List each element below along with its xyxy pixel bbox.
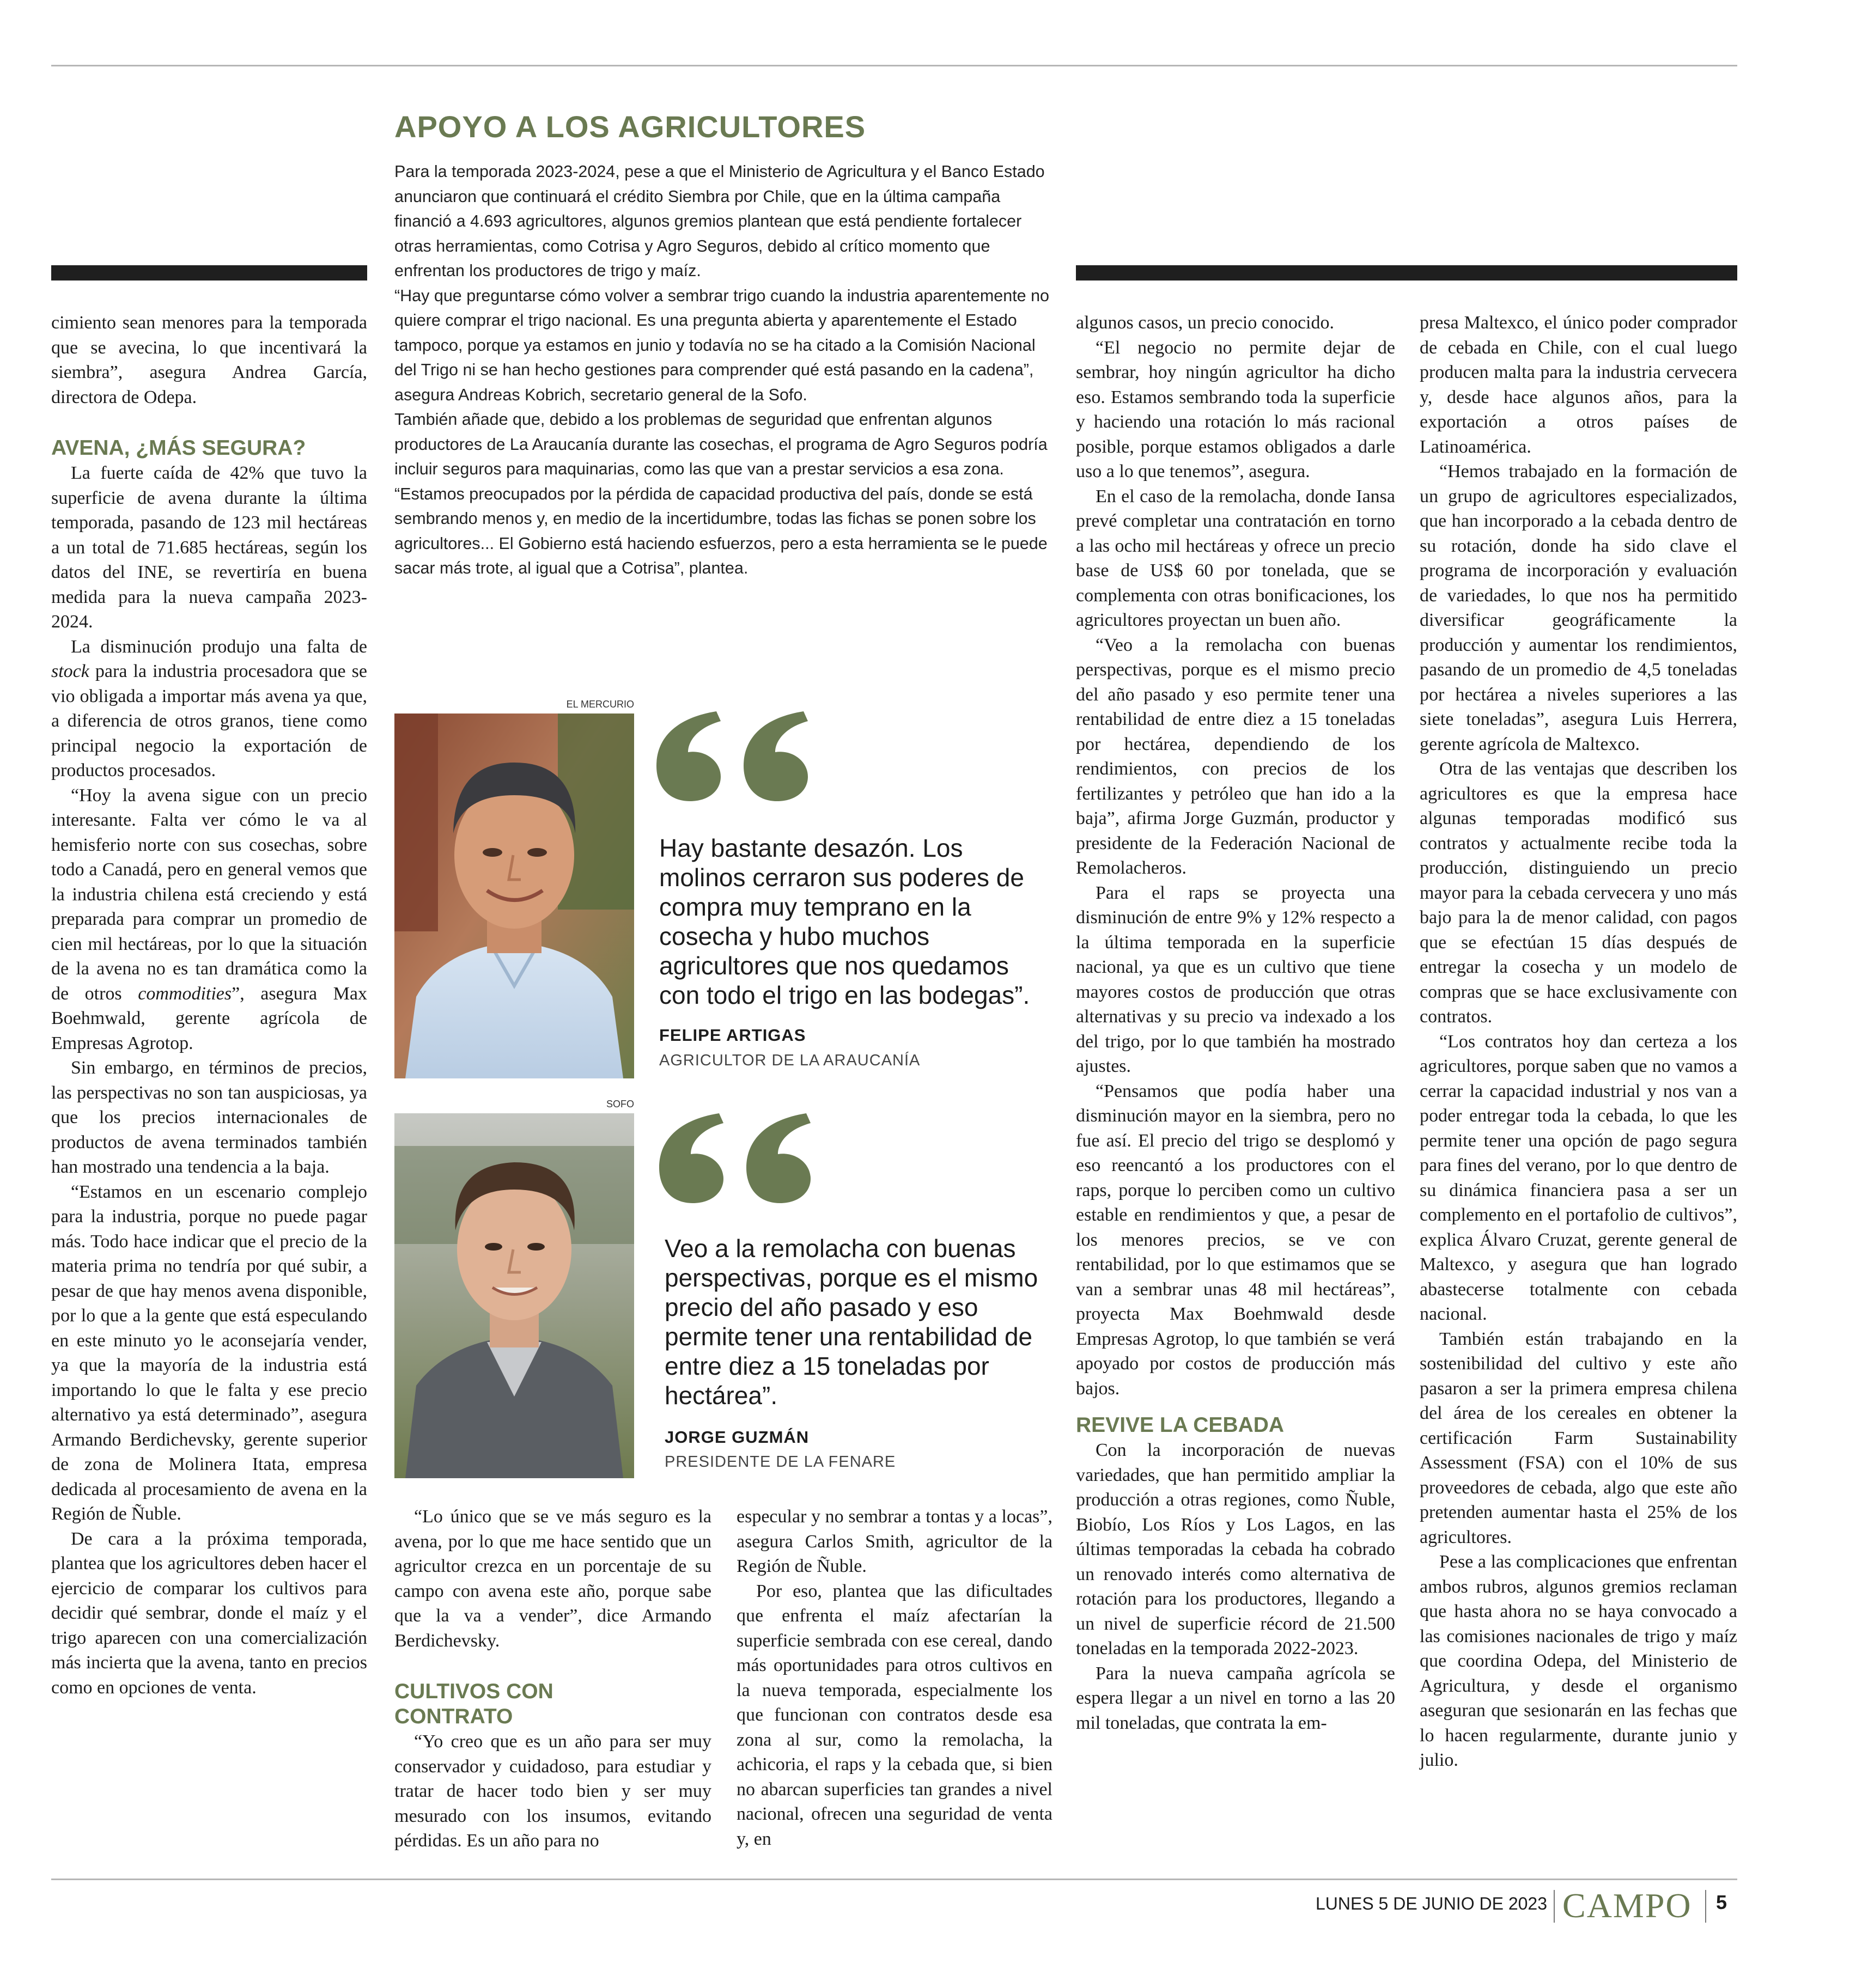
body-paragraph: presa Maltexco, el único poder comprador de cebada en Chile, con el cual luego producen malta para la industria cervecera y, desde hace algunos años, para la exportación a otros países de Latinoamérica. (1420, 313, 1737, 457)
article-column-3 (737, 1504, 1052, 1851)
footer-divider (1554, 1890, 1555, 1923)
body-paragraph: Pese a las complicaciones que enfrentan ambos rubros, algunos gremios reclaman que hasta ahora no se haya convocado a las comisiones nacionales de trigo y maíz que coordina Odepa, del Ministerio de Agricultura, y desde el organismo aseguran que sesionarán en las fechas que lo hacen regularmente, durante junio y julio. (1420, 1552, 1737, 1770)
body-paragraph: cimiento sean menores para la temporada que se avecina, lo que incentivará la siembra”, asegura Andrea García, directora de Odepa. (51, 313, 367, 407)
box-paragraph: Para la temporada 2023-2024, pese a que el Ministerio de Agricultura y el Banco Estado anunciaron que continuará el crédito Siembra por Chile, que en la última campaña financió a 4.693 agricultores, algunos gremios plantean que está pendiente fortalecer otras herramientas, como Cotrisa y Agro Seguros, debido al crítico momento que enfrentan los productores de trigo y maíz. (394, 162, 1045, 280)
body-paragraph: Para el raps se proyecta una disminución de entre 9% y 12% respecto a la última temporada en la superficie nacional, ya que es un cultivo que tiene mayores costos de producción que otras alternativas y su precio va indexado a los del trigo, por lo que también ha mostrado ajustes. (1076, 882, 1395, 1076)
text-run: La disminución produjo una falta de (71, 636, 367, 657)
body-paragraph: La fuerte caída de 42% que tuvo la superficie de avena durante la última temporada, pasando de 123 mil hectáreas a un total de 71.685 hectáreas, según los datos del INE, se revertiría en buena medida para la nueva campaña 2023-2024. (51, 463, 367, 632)
subheading-avena: AVENA, ¿MÁS SEGURA? (51, 436, 306, 460)
body-paragraph: “Lo único que se ve más seguro es la avena, por lo que me hace sentido que un agricultor crezca en un porcentaje de su campo con avena este año, porque sabe que la va a vender”, dice Armando Berdichevsky. (394, 1507, 711, 1651)
subheading-cultivos: CULTIVOS CON CONTRATO (394, 1680, 553, 1728)
box-paragraph: “Estamos preocupados por la pérdida de capacidad productiva del país, donde se está sembrando menos y, en medio de la incertidumbre, todas las fichas se ponen sobre los agricultores... El Gobierno está haciendo esfuerzos, pero a esta herramienta se le puede sacar más trote, al igual que a Cotrisa”, plantea. (394, 484, 1048, 577)
box-paragraph: “Hay que preguntarse cómo volver a sembrar trigo cuando la industria aparentemente no quiere comprar el trigo nacional. Es una pregunta abierta y aparentemente el Estado tampoco, porque ya estamos en junio y todavía no se ha citado a la Comisión Nacional del Trigo ni se han hecho gestiones para comprender qué está pasando en la cadena”, asegura Andreas Kobrich, secretario general de la Sofo. (394, 286, 1050, 404)
section-bar-left (51, 265, 367, 280)
photo-credit: EL MERCURIO (566, 699, 634, 710)
article-column-1 (51, 310, 367, 1700)
top-rule (51, 65, 1737, 66)
box-paragraph: También añade que, debido a los problemas de seguridad que enfrentan algunos productores de La Araucanía durante las cosechas, el programa de Agro Seguros podría incluir seguros para maquinarias, como las que van a prestar servicios a esa zona. (394, 410, 1048, 478)
pull-quote-name: JORGE GUZMÁN (665, 1428, 810, 1447)
page-number: 5 (1716, 1891, 1727, 1913)
bottom-rule (51, 1879, 1737, 1880)
body-paragraph: Con la incorporación de nuevas variedades, que han permitido ampliar la producción a otras regiones, como Ñuble, Biobío, Los Ríos y Los Lagos, en las últimas temporadas la cebada ha cobrado un renovado interés como alternativa de rotación para los productores, llegando a un nivel de superficie récord de 21.500 toneladas en la temporada 2022-2023. (1076, 1440, 1395, 1658)
quote-mark-icon (656, 711, 820, 804)
body-paragraph: Sin embargo, en términos de precios, las perspectivas no son tan auspiciosas, ya que los precios internacionales de productos de avena terminados también han mostrado una tendencia a la baja. (51, 1058, 367, 1177)
body-paragraph: De cara a la próxima temporada, plantea que los agricultores deben hacer el ejercicio de comparar los cultivos para decidir qué sembrar, donde el maíz y el trigo aparecen con una comercialización más incierta que la avena, tanto en precios como en opciones de venta. (51, 1528, 367, 1698)
article-column-4 (1076, 310, 1395, 1735)
italic-text-run: stock (51, 661, 89, 681)
body-paragraph: En el caso de la remolacha, donde Iansa prevé completar una contratación en torno a las ocho mil hectáreas y ofrece un precio base de US$ 60 por tonelada, que se complementa con otras bonificaciones, los agricultores proyectan un buen año. (1076, 486, 1395, 630)
pull-quote-role: AGRICULTOR DE LA ARAUCANÍA (659, 1052, 921, 1069)
text-run: para la industria procesadora que se vio obligada a importar más avena ya que, a diferencia de otros granos, tiene como principal negocio la exportación de productos procesados. (51, 661, 367, 780)
body-paragraph: “Estamos en un escenario complejo para la industria, porque no puede pagar más. Todo hace indicar que el precio de la materia prima no tendría por qué subir, a pesar de que hay menos avena disponible, por lo que a la gente que está especulando en este minuto yo le aconsejaría vender, ya que la mayoría de la industria está importando lo que le falta y ese precio alternativo ya está determinado”, asegura Armando Berdichevsky, gerente superior de zona de Molinera Itata, empresa dedicada al procesamiento de avena en la Región de Ñuble. (51, 1181, 367, 1524)
article-column-5 (1420, 310, 1737, 1773)
body-paragraph (51, 635, 367, 783)
pull-quote-name: FELIPE ARTIGAS (659, 1026, 806, 1045)
article-column-2 (394, 1504, 711, 1853)
body-paragraph: “Los contratos hoy dan certeza a los agricultores, porque saben que no vamos a cerrar la capacidad industrial y nos van a poder entregar toda la cebada, lo que les permite tener una opción de pago segura para fines del verano, por lo que dentro de su dinámica financiera pasa a ser un complemento en el portafolio de cultivos”, explica Álvaro Cruzat, gerente general de Maltexco, y asegura que han logrado abastecerse totalmente con cebada nacional. (1420, 1031, 1737, 1324)
body-paragraph (51, 783, 367, 1056)
text-run: ”, asegura Max Boehmwald, gerente agrícola de Empresas Agrotop. (51, 983, 367, 1053)
pull-quote-role: PRESIDENTE DE LA FENARE (665, 1453, 896, 1471)
section-bar-right (1076, 265, 1737, 280)
footer-date: LUNES 5 DE JUNIO DE 2023 (1315, 1894, 1547, 1913)
text-run: “Hoy la avena sigue con un precio interesante. Falta ver cómo le va al hemisferio norte con sus cosechas, sobre todo a Canadá, pero en general vemos que la industria chilena está creciendo y está preparada para comprar un promedio de cien mil hectáreas, por lo que la situación de la avena no es tan dramática como la de otros (51, 785, 367, 1004)
italic-text-run: commodities (138, 983, 232, 1004)
portrait-felipe-artigas (394, 714, 634, 1078)
body-paragraph: “Veo a la remolacha con buenas perspectivas, porque es el mismo precio del año pasado y eso permite tener una rentabilidad de entre diez a 15 toneladas por hectárea, dependiendo de los rendimientos, con precios de los fertilizantes y petróleo que han ido a la baja”, afirma Jorge Guzmán, productor y presidente de la Federación Nacional de Remolacheros. (1076, 635, 1395, 878)
box-title: APOYO A LOS AGRICULTORES (394, 109, 866, 144)
body-paragraph: “Pensamos que podía haber una disminución mayor en la siembra, pero no fue así. El precio del trigo se desplomó y eso reencantó a los productores con el raps, porque lo perciben como un cultivo estable en rendimientos y que, a pesar de los menores precios, se ve con rentabilidad, por lo que estimamos que se van a sembrar unas 48 mil hectáreas”, proyecta Max Boehmwald desde Empresas Agrotop, lo que también se verá apoyado por costos de producción más bajos. (1076, 1081, 1395, 1399)
body-paragraph: Por eso, plantea que las dificultades que enfrenta el maíz afectarían la superficie sembrada con ese cereal, dando más oportunidades para otros cultivos en la nueva temporada, especialmente los que funcionan con contratos desde esa zona al sur, como la remolacha, la achicoria, el raps y la cebada que, si bien no abarcan superficies tan grandes a nivel nacional, ofrecen una seguridad de venta y, en (737, 1581, 1052, 1849)
body-paragraph: “Yo creo que es un año para ser muy conservador y cuidadoso, para estudiar y tratar de hacer todo bien y ser muy mesurado con los insumos, evitando pérdidas. Es un año para no (394, 1731, 711, 1851)
pull-quote-text: Hay bastante desazón. Los molinos cerraron sus poderes de compra muy temprano en la cosecha y hubo muchos agricultores que nos quedamos con todo el trigo en las bodegas”. (659, 834, 1030, 1009)
body-paragraph: especular y no sembrar a tontas y a locas”, asegura Carlos Smith, agricultor de la Región de Ñuble. (737, 1507, 1052, 1576)
footer-divider (1705, 1890, 1706, 1923)
photo-credit: SOFO (606, 1099, 634, 1109)
pull-quote-text: Veo a la remolacha con buenas perspectivas, porque es el mismo precio del año pasado y eso permite tener una rentabilidad de entre diez a 15 toneladas por hectárea”. (665, 1234, 1038, 1410)
body-paragraph: Para la nueva campaña agrícola se espera llegar a un nivel en torno a las 20 mil toneladas, que contrata la em- (1076, 1663, 1395, 1733)
body-paragraph: “Hemos trabajado en la formación de un grupo de agricultores especializados, que han incorporado a la cebada dentro de su rotación, donde ha sido clave el programa de incorporación y evaluación de variedades, lo que nos ha permitido diversificar geográficamente la producción y aumentar los rendimientos, pasando de un promedio de 4,5 toneladas por hectárea a niveles superiores a las siete toneladas”, asegura Luis Herrera, gerente agrícola de Maltexco. (1420, 461, 1737, 754)
quote-mark-icon (659, 1113, 823, 1206)
portrait-jorge-guzman (394, 1113, 634, 1478)
body-paragraph: También están trabajando en la sostenibilidad del cultivo y este año pasaron a ser la primera empresa chilena del área de los cereales en obtener la certificación Farm Sustainability Assessment (FSA) con el 10% de sus proveedores de cebada, algo que este año pretenden aumentar hasta el 25% de los agricultores. (1420, 1328, 1737, 1547)
box-body (394, 160, 1050, 581)
section-brand: CAMPO (1562, 1886, 1692, 1925)
body-paragraph: algunos casos, un precio conocido. (1076, 313, 1334, 333)
subheading-cebada: REVIVE LA CEBADA (1076, 1413, 1285, 1437)
body-paragraph: “El negocio no permite dejar de sembrar, hoy ningún agricultor ha dicho eso. Estamos sembrando toda la superficie y haciendo una rotación lo más racional posible, porque estamos obligados a darle uso a lo que tenemos”, asegura. (1076, 337, 1395, 481)
body-paragraph: Otra de las ventajas que describen los agricultores es que la empresa hace algunas temporadas modificó sus contratos y actualmente recibe toda la producción, distinguiendo un precio mayor para la cebada cervecera y uno más bajo para la de menor calidad, con pagos que se efectúan 15 días después de entregar la cosecha y un modelo de compras que se hace exclusivamente con contratos. (1420, 759, 1737, 1027)
